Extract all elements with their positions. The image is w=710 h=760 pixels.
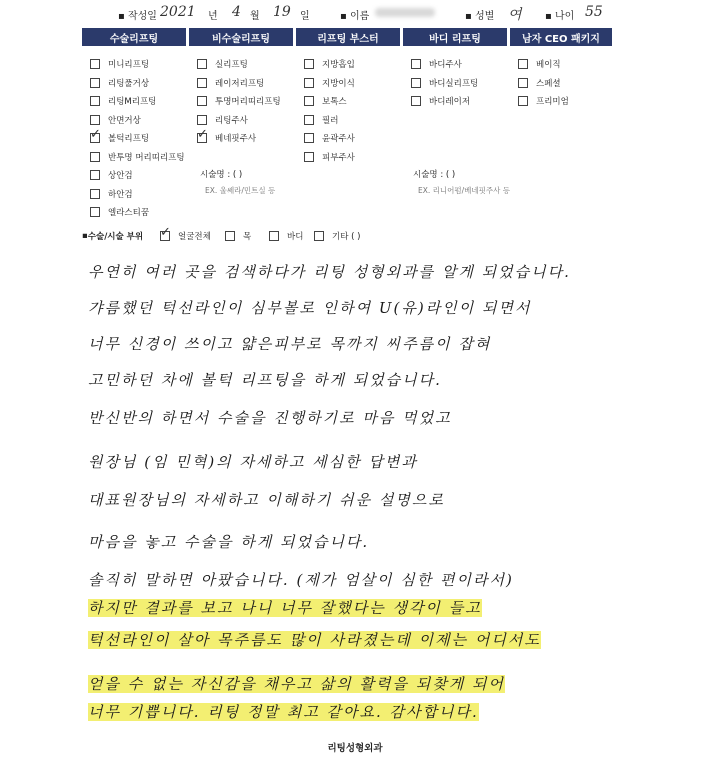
review-line: 얻을 수 없는 자신감을 채우고 삶의 활력을 되찾게 되어: [88, 675, 505, 693]
area-option[interactable]: 기타 ( ): [314, 230, 360, 242]
option-item[interactable]: 스페셜: [518, 74, 569, 93]
review-line: 너무 신경이 쓰이고 얇은피부로 목까지 씨주름이 잡혀: [88, 335, 492, 353]
month-unit: 월: [250, 11, 260, 22]
review-line: 턱선라인이 살아 목주름도 많이 사라졌는데 이제는 어디서도: [88, 631, 541, 649]
review-line: 너무 기쁩니다. 리팅 정말 최고 같아요. 감사합니다.: [88, 703, 479, 721]
option-item[interactable]: 지방흡입: [304, 55, 355, 74]
option-item[interactable]: 반투명 머리띠리프팅: [90, 148, 185, 167]
checkbox[interactable]: [411, 78, 421, 88]
option-item[interactable]: 지방이식: [304, 74, 355, 93]
area-option[interactable]: 바디: [269, 230, 303, 242]
review-line: 대표원장님의 자세하고 이해하기 쉬운 설명으로: [88, 491, 445, 509]
area-option[interactable]: ✓ 얼굴전체: [160, 225, 211, 242]
option-item[interactable]: 리팅M리프팅: [90, 92, 185, 111]
checkbox[interactable]: [197, 115, 207, 125]
checkbox[interactable]: [90, 96, 100, 106]
checkbox-checked[interactable]: [160, 225, 171, 241]
option-item[interactable]: 실리프팅: [197, 55, 281, 74]
checkbox[interactable]: [90, 78, 100, 88]
checkbox[interactable]: [518, 59, 528, 69]
option-item[interactable]: 보톡스: [304, 92, 355, 111]
tab-body-lifting: 바디 리프팅: [403, 28, 507, 46]
day-unit: 일: [300, 11, 310, 22]
review-line: 반신반의 하면서 수술을 진행하기로 마음 먹었고: [88, 409, 452, 427]
checkbox[interactable]: [90, 170, 100, 180]
column-booster: [304, 55, 355, 166]
option-item[interactable]: 바디주사: [411, 55, 478, 74]
option-item[interactable]: 하안검: [90, 185, 185, 204]
review-line: 마음을 놓고 수술을 하게 되었습니다.: [88, 533, 370, 551]
category-tabs: [82, 28, 612, 46]
gender-label: ▪ 성별: [465, 11, 495, 22]
column-ceo: [518, 55, 569, 111]
checkbox[interactable]: [411, 59, 421, 69]
checkbox[interactable]: [304, 78, 314, 88]
option-item[interactable]: 미니리프팅: [90, 55, 185, 74]
checkbox[interactable]: [90, 207, 100, 217]
option-item[interactable]: 필러: [304, 111, 355, 130]
column-non-surgical: [197, 55, 281, 148]
checkbox[interactable]: [518, 78, 528, 88]
area-label: ▪ 수술/시술 부위: [82, 231, 144, 242]
checkbox[interactable]: [269, 231, 279, 241]
option-item[interactable]: 투명머리띠리프팅: [197, 92, 281, 111]
option-item[interactable]: 엘라스티꿈: [90, 203, 185, 222]
option-item[interactable]: 윤곽주사: [304, 129, 355, 148]
checkbox[interactable]: [197, 96, 207, 106]
month-value: 4: [232, 4, 241, 20]
option-item[interactable]: ✓ 볼턱리프팅: [90, 127, 150, 145]
tab-non-surgical-lifting: 비수술리프팅: [189, 28, 293, 46]
option-item[interactable]: 리팅풀거상: [90, 74, 185, 93]
review-line: 고민하던 차에 볼턱 리프팅을 하게 되었습니다.: [88, 371, 442, 389]
date-label: ▪ 작성일: [118, 11, 157, 22]
checkbox[interactable]: [197, 59, 207, 69]
form-header: [0, 4, 710, 26]
op-example-2: EX. 리니어펌/베네핏주사 등: [418, 186, 511, 195]
checkbox[interactable]: [225, 231, 235, 241]
option-item[interactable]: 베이직: [518, 55, 569, 74]
check-mark-icon: ✓: [90, 127, 101, 143]
review-line: 원장님 (임 민혁)의 자세하고 세심한 답변과: [88, 453, 418, 471]
gender-value: 여: [508, 7, 522, 23]
checkbox-checked[interactable]: [197, 127, 208, 143]
area-option[interactable]: 목: [225, 230, 251, 242]
checkbox[interactable]: [304, 133, 314, 143]
tab-lifting-booster: 리프팅 부스터: [296, 28, 400, 46]
year-value: 2021: [160, 4, 196, 20]
checkbox[interactable]: [304, 96, 314, 106]
op-name-field-2[interactable]: 시술명 : ( ): [413, 170, 456, 180]
op-name-field-1[interactable]: 시술명 : ( ): [200, 170, 243, 180]
checkbox[interactable]: [90, 189, 100, 199]
checkbox[interactable]: [90, 59, 100, 69]
option-item[interactable]: 피부주사: [304, 148, 355, 167]
year-unit: 년: [208, 11, 218, 22]
column-body: [411, 55, 478, 111]
check-mark-icon: ✓: [197, 127, 208, 143]
option-item[interactable]: 상안검: [90, 166, 185, 185]
checkbox[interactable]: [90, 152, 100, 162]
handwritten-review: [72, 252, 632, 722]
review-line: 우연히 여러 곳을 검색하다가 리팅 성형외과를 알게 되었습니다.: [88, 263, 571, 281]
checkbox[interactable]: [304, 115, 314, 125]
option-item[interactable]: 리팅주사: [197, 111, 281, 130]
checkbox[interactable]: [304, 152, 314, 162]
tab-surgical-lifting: 수술리프팅: [82, 28, 186, 46]
option-item[interactable]: 프리미엄: [518, 92, 569, 111]
checkbox[interactable]: [197, 78, 207, 88]
option-item[interactable]: ✓ 베네핏주사: [197, 127, 257, 145]
check-mark-icon: ✓: [160, 225, 171, 240]
review-line: 하지만 결과를 보고 나니 너무 잘했다는 생각이 들고: [88, 599, 482, 617]
checkbox[interactable]: [90, 115, 100, 125]
checkbox-checked[interactable]: [90, 127, 101, 143]
day-value: 19: [273, 4, 291, 20]
name-redacted: [375, 7, 435, 18]
checkbox[interactable]: [314, 231, 324, 241]
option-item[interactable]: 안면거상: [90, 111, 185, 130]
name-label: ▪ 이름: [340, 11, 370, 22]
option-item[interactable]: 바디실리프팅: [411, 74, 478, 93]
tab-ceo-package: 남자 CEO 패키지: [510, 28, 612, 46]
checkbox[interactable]: [304, 59, 314, 69]
age-value: 55: [585, 4, 603, 20]
clinic-footer: 리팅성형외과: [327, 743, 383, 754]
procedure-area-row: [82, 225, 612, 244]
column-surgical: [90, 55, 185, 222]
review-line: 솔직히 말하면 아팠습니다. (제가 엄살이 심한 편이라서): [88, 571, 514, 589]
review-line: 갸름했던 턱선라인이 심부볼로 인하여 U(유)라인이 되면서: [88, 299, 532, 317]
checkbox[interactable]: [411, 96, 421, 106]
option-item[interactable]: 바디레이저: [411, 92, 478, 111]
age-label: ▪ 나이: [545, 11, 575, 22]
checkbox[interactable]: [518, 96, 528, 106]
op-example-1: EX. 울쎄라/민트실 등: [205, 186, 276, 195]
option-item[interactable]: 레이저리프팅: [197, 74, 281, 93]
